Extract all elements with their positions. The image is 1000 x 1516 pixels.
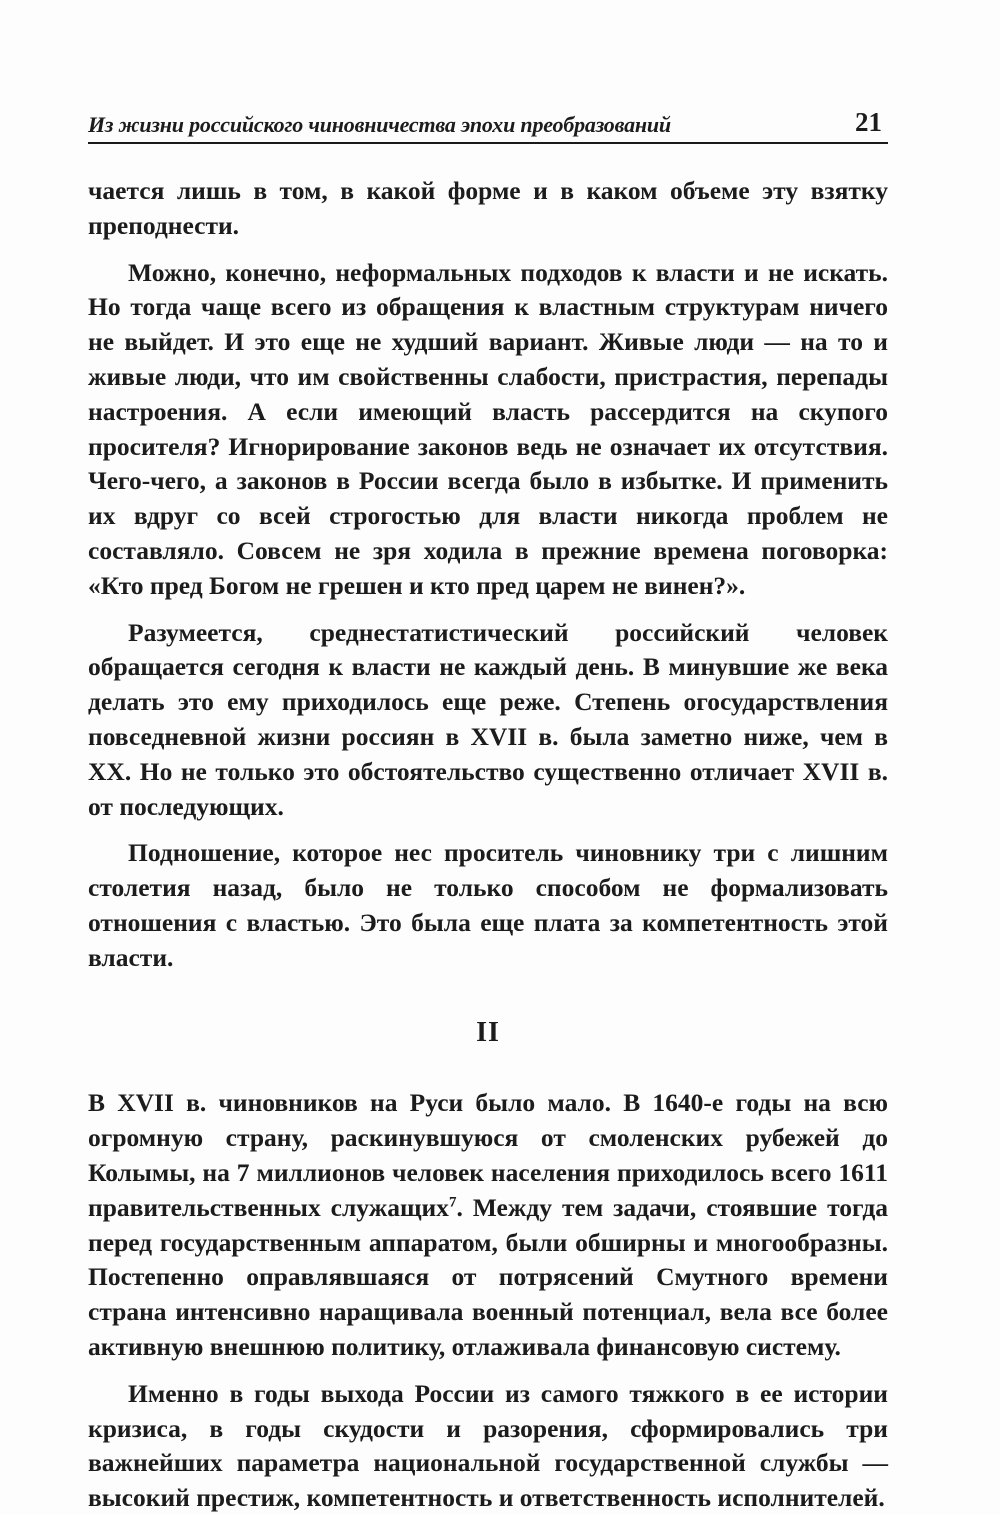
- paragraph: Подношение, которое нес проситель чиновнику три с лишним столетия назад, было не только способом не формализовать отношения с властью. Это была еще плата за компетентность этой власти.: [88, 838, 888, 972]
- paragraph-text: . Между тем задачи, стоявшие тогда перед государственным аппаратом, были обширны и многообразны. Постепенно оправлявшаяся от потрясений Смутного времени страна интенсивно наращивала военный потенциал, вела все более активную внешнюю политику, отлаживала финансовую систему.: [88, 1192, 888, 1361]
- running-head-title: Из жизни российского чиновничества эпохи преобразований: [88, 112, 671, 137]
- paragraph-text: В XVII в. чиновников на Руси было мало. В 1640-е годы на всю огромную страну, раскинувшуюся от смоленских рубежей до Колымы, на 7 миллионов человек населения приходилось всего 1611 правительственных служащих: [88, 1088, 888, 1222]
- body-text: [88, 174, 888, 1516]
- paragraph: Можно, конечно, неформальных подходов к власти и не искать. Но тогда чаще всего из обращения к властным структурам ничего не выйдет. И это еще не худший вариант. Живые люди — на то и живые люди, что им свойственны слабости, пристрастия, перепады настроения. А если имеющий власть рассердится на скупого просителя? Игнорирование законов ведь не означает их отсутствия. Чего-чего, а законов в России всегда было в избытке. И применить их вдруг со всей строгостью для власти никогда проблем не составляло. Совсем не зря ходила в прежние времена поговорка: «Кто пред Богом не грешен и кто пред царем не винен?».: [88, 257, 888, 600]
- section-first-paragraph: [88, 1086, 888, 1364]
- section-heading: II: [476, 1016, 500, 1048]
- paragraph: Именно в годы выхода России из самого тяжкого в ее истории кризиса, в годы скудости и разорения, сформировались три важнейших параметра национальной государственной службы — высокий престиж, компетентность и ответственность исполнителей.: [88, 1378, 888, 1513]
- paragraph: Разумеется, среднестатистический российский человек обращается сегодня к власти не каждый день. В минувшие же века делать это ему приходилось еще реже. Степень огосударствления повседневной жизни россиян в XVII в. была заметно ниже, чем в XX. Но не только это обстоятельство существенно отличает XVII в. от последующих.: [88, 617, 888, 821]
- paragraph-continued: чается лишь в том, в какой форме и в каком объеме эту взятку преподнести.: [88, 176, 888, 240]
- footnote-reference[interactable]: 7: [448, 1194, 457, 1211]
- running-head: [88, 100, 888, 144]
- page-number: 21: [855, 107, 882, 137]
